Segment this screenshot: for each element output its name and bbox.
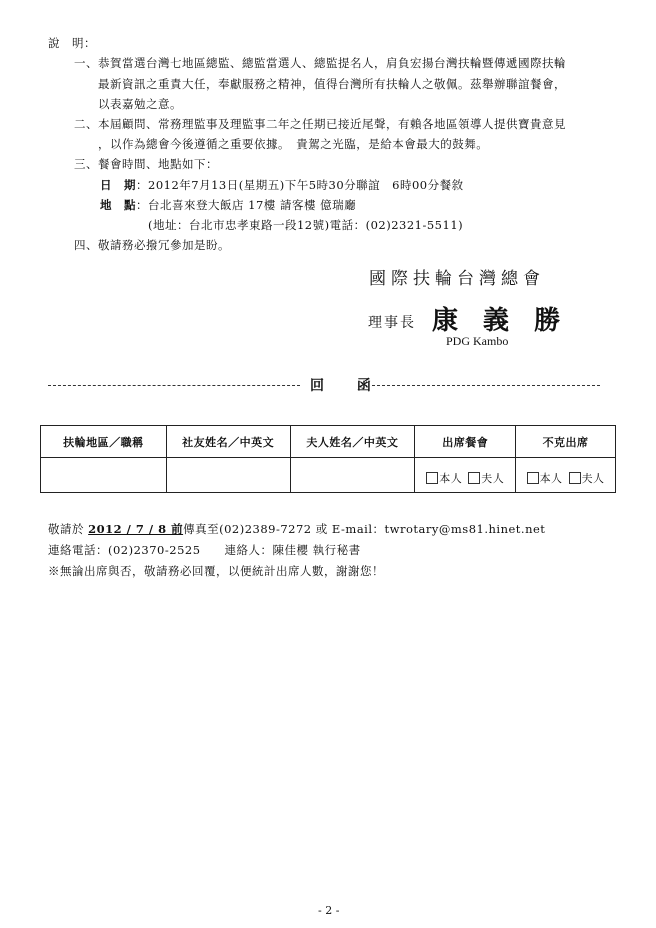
president-english-name: PDG Kambo xyxy=(446,334,509,348)
header-decline: 不克出席 xyxy=(516,426,616,458)
president-title: 理事長 xyxy=(368,315,416,331)
item-1-line-1: 一、恭賀當選台灣七地區總監、總監當選人、總監提名人，肩負宏揚台灣扶輪暨傳遞國際扶輪 xyxy=(74,56,566,70)
checkbox-icon[interactable] xyxy=(569,472,581,484)
president-name: 康 義 勝 xyxy=(432,306,569,336)
item-2-line-1: 二、本屆顧問、常務理監事及理監事二年之任期已接近尾聲，有賴各地區領導人提供寶貴意見 xyxy=(74,117,566,131)
district-cell[interactable] xyxy=(41,458,167,493)
checkbox-icon[interactable] xyxy=(468,472,480,484)
venue-value: ：台北喜來登大飯店 17樓 請客樓 億瑞廳 xyxy=(136,198,357,212)
divider-right xyxy=(372,385,600,386)
explanation-label: 說 明： xyxy=(48,36,96,50)
member-name-cell[interactable] xyxy=(166,458,290,493)
contact-line: 連絡電話：(02)2370-2525 連絡人：陳佳櫻 執行秘書 xyxy=(48,543,361,557)
item-1-line-3: 以表嘉勉之意。 xyxy=(98,97,182,111)
fax-instruction: 敬請於 2012 / 7 / 8 前傳真至(02)2389-7272 或 E-mail：twrotary@ms81.hinet.net xyxy=(48,522,546,536)
item-2-line-2: ，以作為總會今後遵循之重要依據。 貴駕之光臨，是給本會最大的鼓舞。 xyxy=(98,137,489,151)
venue-label: 地 點 xyxy=(100,198,136,212)
attend-self-option[interactable]: 本人 xyxy=(426,470,462,486)
reply-title: 回 函 xyxy=(310,378,385,394)
decline-self-option[interactable]: 本人 xyxy=(527,470,563,486)
header-member-name: 社友姓名／中英文 xyxy=(166,426,290,458)
fax-deadline: 2012 / 7 / 8 前 xyxy=(88,522,184,536)
divider-left xyxy=(48,385,300,386)
spouse-name-cell[interactable] xyxy=(290,458,415,493)
organization-name: 國際扶輪台灣總會 xyxy=(369,269,545,289)
attend-spouse-option[interactable]: 夫人 xyxy=(468,470,504,486)
date-label: 日 期 xyxy=(100,178,136,192)
item-3-line: 三、餐會時間、地點如下： xyxy=(74,157,218,171)
item-4-line: 四、敬請務必撥冗參加是盼。 xyxy=(74,238,230,252)
venue-row xyxy=(100,195,356,215)
header-district: 扶輪地區／職稱 xyxy=(41,426,167,458)
checkbox-icon[interactable] xyxy=(527,472,539,484)
header-attend: 出席餐會 xyxy=(415,426,516,458)
checkbox-icon[interactable] xyxy=(426,472,438,484)
rsvp-entry-row xyxy=(41,458,616,493)
address-line: (地址：台北市忠孝東路一段12號)電話：(02)2321-5511) xyxy=(148,218,464,232)
item-1-line-2: 最新資訊之重責大任，奉獻服務之精神，值得台灣所有扶輪人之敬佩。茲舉辦聯誼餐會， xyxy=(98,77,566,91)
date-value: ：2012年7月13日(星期五)下午5時30分聯誼 6時00分餐敘 xyxy=(136,178,464,192)
page-number: - 2 - xyxy=(318,904,340,917)
rsvp-table xyxy=(40,425,616,493)
reply-note: ※無論出席與否，敬請務必回覆，以便統計出席人數，謝謝您！ xyxy=(48,564,384,578)
rsvp-header-row xyxy=(41,426,616,458)
date-row xyxy=(100,175,464,195)
decline-spouse-option[interactable]: 夫人 xyxy=(569,470,605,486)
header-spouse-name: 夫人姓名／中英文 xyxy=(290,426,415,458)
attend-options xyxy=(415,458,516,493)
decline-options xyxy=(516,458,616,493)
